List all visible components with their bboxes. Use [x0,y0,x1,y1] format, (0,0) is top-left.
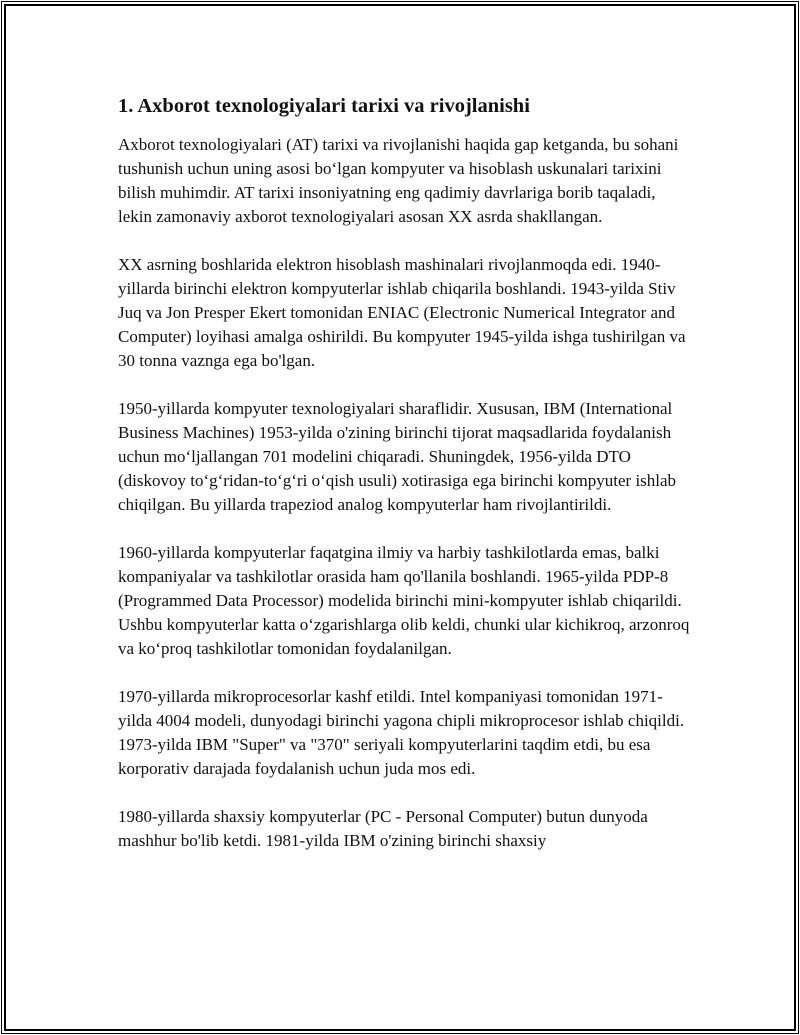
section-heading: 1. Axborot texnologiyalari tarixi va rivojlanishi [118,95,530,117]
paragraph-1940s: XX asrning boshlarida elektron hisoblash mashinalari rivojlanmoqda edi. 1940-yillarda birinchi elektron kompyuterlar ishlab chiqarila boshlandi. 1943-yilda Stiv Juq va Jon Presper Ekert tomonidan ENIAC (Electronic Numerical Integrator and Computer) loyihasi amalga oshirildi. Bu kompyuter 1945-yilda ishga tushirilgan va 30 tonna vaznga ega bo'lgan. [118,255,686,370]
paragraph-1950s: 1950-yillarda kompyuter texnologiyalari sharaflidir. Xususan, IBM (International Business Machines) 1953-yilda o'zining birinchi tijorat maqsadlarida foydalanish uchun mo‘ljallangan 701 modelini chiqaradi. Shuningdek, 1956-yilda DTO (diskovoy to‘g‘ridan-to‘g‘ri o‘qish usuli) xotirasiga ega birinchi kompyuter ishlab chiqilgan. Bu yillarda trapeziod analog kompyuterlar ham rivojlantirildi. [118,399,677,514]
paragraph-intro: Axborot texnologiyalari (AT) tarixi va rivojlanishi haqida gap ketganda, bu sohani tushunish uchun uning asosi bo‘lgan kompyuter va hisoblash uskunalari tarixini bilish muhimdir. AT tarixi insoniyatning eng qadimiy davrlariga borib taqaladi, lekin zamonaviy axborot texnologiyalari asosan XX asrda shakllangan. [118,135,679,226]
paragraph-1970s: 1970-yillarda mikroprocesorlar kashf etildi. Intel kompaniyasi tomonidan 1971-yilda 4004 modeli, dunyodagi birinchi yagona chipli mikroprocesor ishlab chiqildi. 1973-yilda IBM "Super" va "370" seriyali kompyuterlarini taqdim etdi, bu esa korporativ darajada foydalanish uchun juda mos edi. [118,687,685,778]
paragraph-1980s: 1980-yillarda shaxsiy kompyuterlar (PC - Personal Computer) butun dunyoda mashhur bo'lib ketdi. 1981-yilda IBM o'zining birinchi shaxsiy [118,807,648,850]
paragraph-1960s: 1960-yillarda kompyuterlar faqatgina ilmiy va harbiy tashkilotlarda emas, balki kompaniyalar va tashkilotlar orasida ham qo'llanila boshlandi. 1965-yilda PDP-8 (Programmed Data Processor) modelida birinchi mini-kompyuter ishlab chiqarildi. Ushbu kompyuterlar katta o‘zgarishlarga olib keldi, chunki ular kichikroq, arzonroq va ko‘proq tashkilotlar tomonidan foydalanilgan. [118,543,690,658]
document-body [118,93,690,877]
